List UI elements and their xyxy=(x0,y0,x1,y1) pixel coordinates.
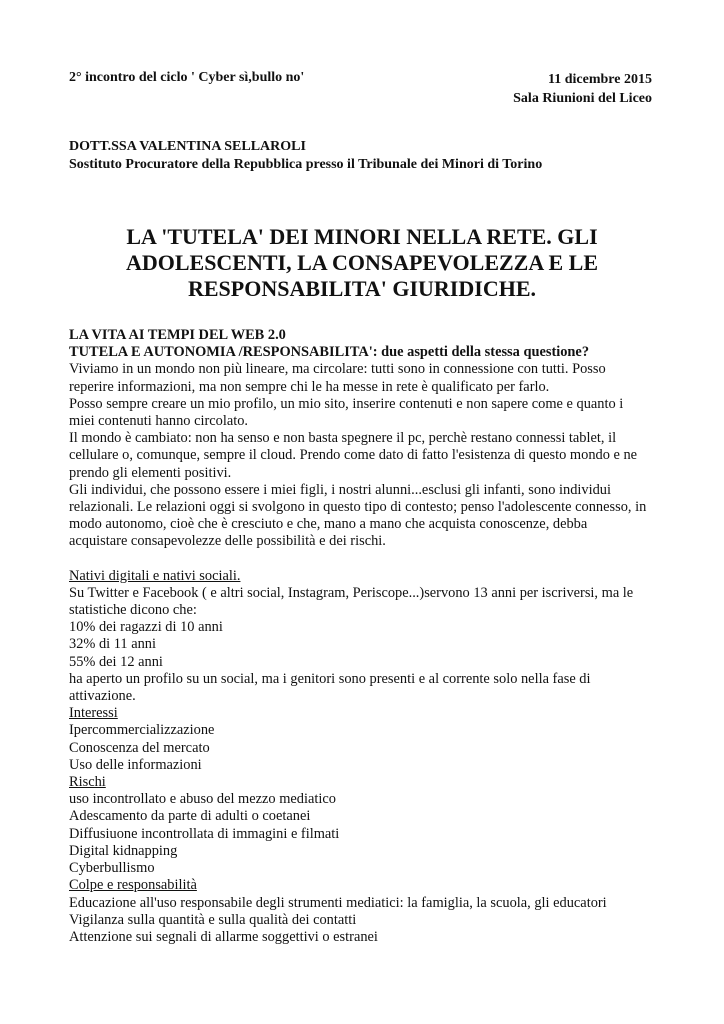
list-item: Educazione all'uso responsabile degli strumenti mediatici: la famiglia, la scuola, gli educatori xyxy=(69,894,607,911)
body-line: attivazione. xyxy=(69,688,136,705)
subsection-heading-colpe: Colpe e responsabilità xyxy=(69,877,197,894)
speaker-block xyxy=(69,138,542,174)
event-date: 11 dicembre 2015 xyxy=(548,72,652,87)
body-line: miei contenuti hanno circolato. xyxy=(69,413,249,430)
body-line: 32% di 11 anni xyxy=(69,636,156,653)
event-venue: Sala Riunioni del Liceo xyxy=(513,91,652,106)
document-body xyxy=(69,327,669,946)
body-line: Posso sempre creare un mio profilo, un mio sito, inserire contenuti e non sapere come e quanto i xyxy=(69,395,624,412)
list-item: Attenzione sui segnali di allarme soggettivi o estranei xyxy=(69,928,378,945)
body-line: Il mondo è cambiato: non ha senso e non basta spegnere il pc, perchè restano connessi tablet, il xyxy=(69,430,617,447)
subsection-heading-interessi: Interessi xyxy=(69,705,118,722)
title-line: ADOLESCENTI, LA CONSAPEVOLEZZA E LE xyxy=(125,250,599,275)
body-line: Viviamo in un mondo non più lineare, ma circolare: tutti sono in connessione con tutti. Posso xyxy=(69,361,606,378)
event-meta xyxy=(513,70,652,108)
list-item: Vigilanza sulla quantità e sulla qualità dei contatti xyxy=(69,911,357,928)
list-item: Ipercommercializzazione xyxy=(69,722,215,739)
section-subheading: TUTELA E AUTONOMIA /RESPONSABILITA': due aspetti della stessa questione? xyxy=(69,344,590,361)
title-line: RESPONSABILITA' GIURIDICHE. xyxy=(187,276,536,301)
speaker-role: Sostituto Procuratore della Repubblica presso il Tribunale dei Minori di Torino xyxy=(69,157,543,172)
body-line: modo autonomo, cioè che è cresciuto e che, mano a mano che acquista conoscenze, debba xyxy=(69,516,588,533)
section-heading: Nativi digitali e nativi sociali. xyxy=(69,567,241,584)
body-line: ha aperto un profilo su un social, ma i genitori sono presenti e al corrente solo nella fase di xyxy=(69,670,591,687)
title-line: LA 'TUTELA' DEI MINORI NELLA RETE. GLI xyxy=(126,224,598,249)
body-line: Su Twitter e Facebook ( e altri social, Instagram, Periscope...)servono 13 anni per iscriversi, ma le xyxy=(69,584,634,601)
body-line: relazionali. Le relazioni oggi si svolgono in questo tipo di contesto; penso l'adolescente connesso, in xyxy=(69,499,647,516)
body-line: 55% dei 12 anni xyxy=(69,653,163,670)
body-line: cellulare o, comunque, sempre il cloud. Prendo come dato di fatto l'esistenza di questo mondo e ne xyxy=(69,447,638,464)
document-title xyxy=(69,224,655,302)
speaker-name: DOTT.SSA VALENTINA SELLAROLI xyxy=(69,139,306,154)
body-line: reperire informazioni, ma non sempre chi le ha messe in rete è qualificato per farlo. xyxy=(69,378,550,395)
subsection-heading-rischi: Rischi xyxy=(69,774,106,791)
list-item: Diffusiuone incontrollata di immagini e filmati xyxy=(69,825,340,842)
list-item: uso incontrollato e abuso del mezzo mediatico xyxy=(69,791,336,808)
body-line: 10% dei ragazzi di 10 anni xyxy=(69,619,223,636)
body-line: Gli individui, che possono essere i miei figli, i nostri alunni...esclusi gli infanti, sono individui xyxy=(69,481,611,498)
event-title: 2° incontro del ciclo ' Cyber sì,bullo no' xyxy=(69,70,305,85)
list-item: Conoscenza del mercato xyxy=(69,739,210,756)
list-item: Adescamento da parte di adulti o coetanei xyxy=(69,808,311,825)
body-line: prendo gli elementi positivi. xyxy=(69,464,232,481)
body-line: statistiche dicono che: xyxy=(69,602,197,619)
paragraph-gap xyxy=(69,551,669,568)
body-line: acquistare consapevolezze delle possibilità e dei rischi. xyxy=(69,533,386,550)
section-heading: LA VITA AI TEMPI DEL WEB 2.0 xyxy=(69,327,286,343)
list-item: Cyberbullismo xyxy=(69,860,155,877)
list-item: Digital kidnapping xyxy=(69,842,178,859)
list-item: Uso delle informazioni xyxy=(69,756,202,773)
